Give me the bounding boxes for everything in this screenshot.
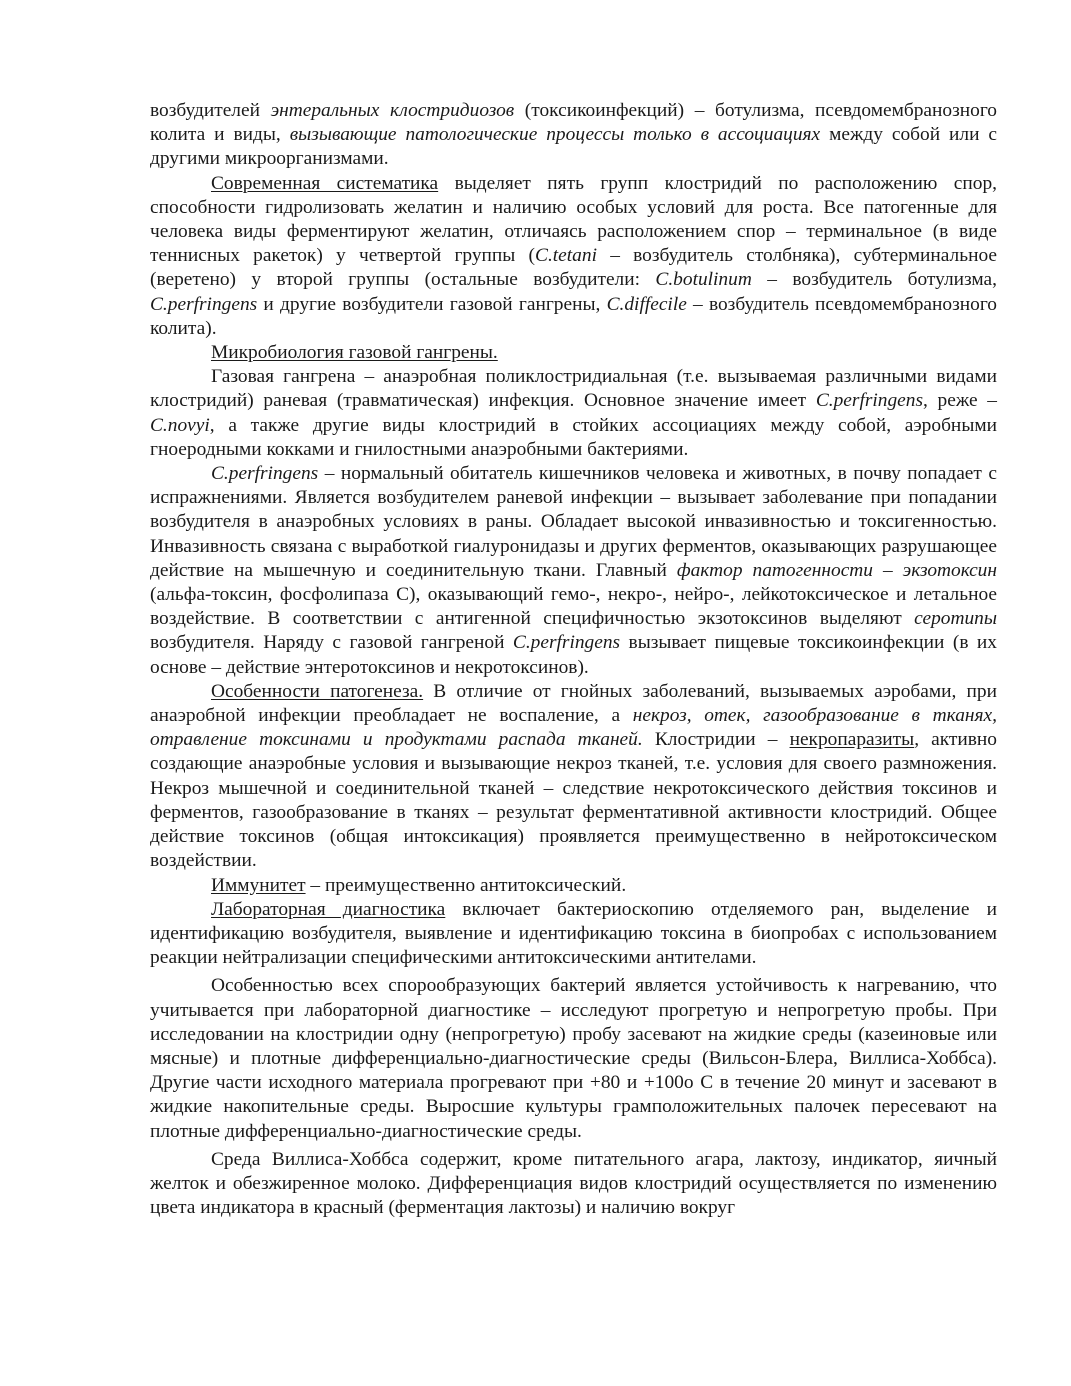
text: (токсикоинфекций) – ботулизма, псевдомембранозного колита и виды, (150, 100, 997, 146)
italic-text: C.perfringens (815, 390, 924, 412)
italic-text: C.perfringens (512, 632, 621, 654)
paragraph-6 (150, 680, 997, 874)
text: Клостридии – (642, 729, 790, 751)
text: Газовая гангрена – анаэробная поликлостридиальная (т.е. вызываемая различными видами клостридий) раневая (травматическая) инфекция. Основное значение имеет (150, 366, 997, 412)
text: В отличие от гнойных заболеваний, вызываемых аэробами, при анаэробной инфекции преобладает не воспаление, а (150, 680, 998, 727)
text: и другие возбудители газовой гангрены, (257, 293, 607, 315)
text: вызывает пищевые токсикоинфекции (в их основе – действие энтеротоксинов и некротоксинов). (150, 632, 997, 678)
underlined-heading: Особенности патогенеза. (211, 680, 424, 702)
text: Среда Виллиса-Хоббса содержит, кроме питательного агара, лактозу, индикатор, яичный желток и обезжиренное молоко. Дифференциация видов клостридий осуществляется по изменению цвета индикатора в красный (ферментация лактозы) и наличию вокруг (150, 1148, 997, 1219)
paragraph-5 (150, 462, 997, 680)
text: между собой или с другими микроорганизмами. (150, 124, 997, 170)
text: – возбудитель псевдомембранозного колита). (150, 293, 997, 339)
italic-text: фактор патогенности – экзотоксин (676, 559, 997, 581)
italic-text: серотипы (914, 608, 997, 630)
underlined-term: некропаразиты (789, 729, 915, 751)
document-page (150, 99, 997, 1220)
italic-text: C.perfringens (150, 293, 258, 315)
text: возбудителя. Наряду с газовой гангреной (150, 632, 513, 654)
italic-text: C.botulinum (655, 269, 752, 291)
italic-text: некроз, отек, газообразование в тканях, отравление токсинами и продуктами распада тканей. (150, 705, 997, 751)
paragraph-7 (150, 874, 997, 898)
italic-text: C.diffecile (606, 293, 687, 315)
underlined-heading: Микробиология газовой гангрены. (211, 342, 498, 364)
paragraph-9 (150, 974, 997, 1143)
italic-text: C.perfringens (211, 463, 319, 485)
text: возбудителей (150, 100, 271, 121)
text: (альфа-токсин, фосфолипаза С), оказывающий гемо-, некро-, нейро-, лейкотоксическое и летальное воздействие. В соответствии с антигенной специфичностью экзотоксинов выделяют (150, 584, 997, 630)
text: выделяет пять групп клостридий по расположению спор, способности гидролизовать желатин и наличию особых условий для роста. Все патогенные для человека виды ферментируют желатин, отличаясь расположением спор – терминальное (в виде теннисных ракеток) у четвертой группы ( (150, 172, 997, 267)
paragraph-2 (150, 172, 997, 341)
underlined-heading: Лабораторная диагностика (211, 898, 446, 920)
italic-text: энтеральных клостридиозов (270, 100, 515, 121)
text: – нормальный обитатель кишечников человека и животных, в почву попадает с испражнениями. Является возбудителем раневой инфекции – вызывает заболевание при попадании возбудителя в анаэробных условиях в раны. Обладает высокой инвазивностью и токсигенностью. Инвазивность связана с выработкой гиалуронидазы и других ферментов, оказывающих разрушающее действие на мышечную и соединительную ткани. Главный (150, 463, 997, 581)
text: – преимущественно антитоксический. (305, 874, 627, 896)
text: , а также другие виды клостридий в стойких ассоциациях между собой, аэробными гноеродными кокками и гнилостными анаэробными бактериями. (150, 414, 997, 460)
paragraph-10 (150, 1148, 997, 1221)
underlined-heading: Современная систематика (211, 172, 439, 194)
text: – возбудитель ботулизма, (751, 269, 997, 291)
italic-text: C.novyi (150, 414, 210, 436)
text: , активно создающие анаэробные условия и вызывающие некроз тканей, т.е. условия для своего размножения. Некроз мышечной и соединительной тканей – следствие некротоксического действия токсинов и ферментов, газообразование в тканях – результат ферментативной активности клостридий. Общее действие токсинов (общая интоксикация) проявляется преимущественно в нейротоксическом воздействии. (150, 729, 997, 872)
underlined-heading: Иммунитет (211, 874, 306, 896)
text: включает бактериоскопию отделяемого ран, выделение и идентификацию возбудителя, выявление и идентификацию токсина в биопробах с использованием реакции нейтрализации специфическими антитоксическими антителами. (150, 898, 998, 969)
paragraph-8 (150, 898, 997, 971)
text: – возбудитель столбняка), субтерминальное (веретено) у второй группы (остальные возбудители: (150, 245, 997, 291)
section-heading (150, 341, 997, 365)
italic-text: C.tetani (535, 245, 597, 267)
text: Особенностью всех спорообразующих бактерий является устойчивость к нагреванию, что учитывается при лабораторной диагностике – исследуют прогретую и непрогретую пробы. При исследовании на клостридии одну (непрогретую) пробу засевают на жидкие среды (казеиновые или мясные) и плотные дифференциально-диагностические среды (Вильсон-Блера, Виллиса-Хоббса). Другие части исходного материала прогревают при +80 и +100о С в течение 20 минут и засевают в жидкие накопительные среды. Выросшие культуры грамположительных палочек пересевают на плотные дифференциально-диагностические среды. (150, 975, 997, 1142)
paragraph-4 (150, 365, 997, 462)
paragraph-1 (150, 99, 997, 172)
text: , реже – (923, 390, 997, 412)
italic-text: вызывающие патологические процессы только в ассоциациях (289, 124, 821, 146)
